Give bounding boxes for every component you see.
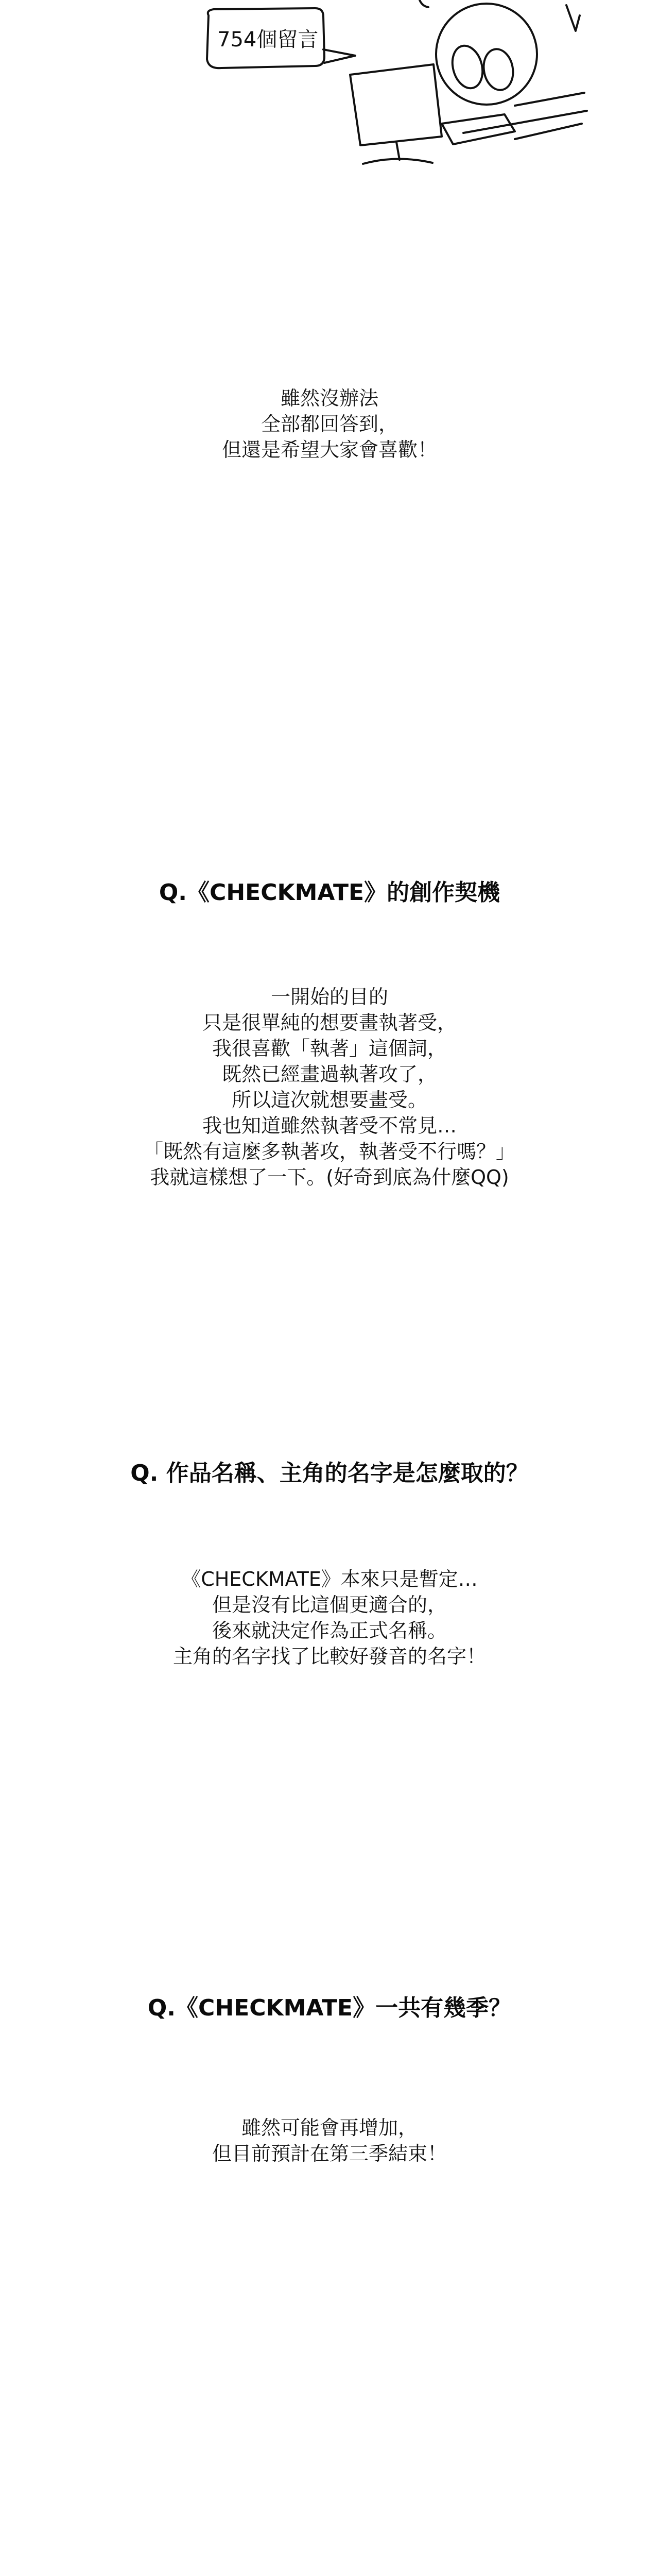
intro-line: 全部都回答到，: [261, 413, 398, 435]
answer-line: 只是很單純的想要畫執著受，: [202, 1011, 457, 1034]
answer-line: 所以這次就想要畫受。: [231, 1089, 427, 1111]
monitor: [350, 64, 442, 145]
answer-line: 「既然有這麼多執著攻，執著受不行嗎？」: [143, 1140, 515, 1163]
character-at-computer-illustration: [0, 0, 659, 170]
speech-bubble-tail: [323, 49, 355, 63]
answer-line: 我也知道雖然執著受不常見…: [202, 1114, 457, 1137]
intro-paragraph: [0, 385, 659, 463]
intro-line: 雖然沒辦法: [280, 387, 378, 410]
desk-line: [463, 111, 587, 133]
monitor-stand: [396, 142, 400, 160]
answer-paragraph-creation: [0, 984, 659, 1190]
answer-line: 既然已經畫過執著攻了，: [221, 1063, 437, 1086]
character-eye-left: [448, 42, 487, 92]
answer-paragraph-naming: [0, 1566, 659, 1669]
character-eye-right: [480, 47, 516, 93]
answer-paragraph-seasons: [0, 2115, 659, 2166]
comment-count-text: 754個留言: [217, 28, 319, 52]
answer-line: 但是沒有比這個更適合的，: [212, 1594, 447, 1616]
answer-line: 後來就決定作為正式名稱。: [212, 1619, 447, 1642]
answer-line: 我就這樣想了一下。(好奇到底為什麼QQ): [150, 1166, 509, 1189]
question-heading-naming: Q. 作品名稱、主角的名字是怎麼取的？: [130, 1460, 529, 1486]
answer-line: 《CHECKMATE》本來只是暫定…: [181, 1568, 478, 1590]
question-heading-seasons: Q.《CHECKMATE》一共有幾季？: [147, 1995, 512, 2021]
answer-line: 雖然可能會再增加，: [241, 2116, 418, 2139]
answer-line: 但目前預計在第三季結束！: [212, 2142, 447, 2165]
monitor-base: [363, 159, 432, 164]
answer-line: 我很喜歡「執著」這個詞，: [212, 1037, 447, 1060]
intro-line: 但還是希望大家會喜歡！: [221, 438, 437, 461]
answer-line: 一開始的目的: [270, 986, 388, 1008]
answer-line: 主角的名字找了比較好發音的名字！: [172, 1645, 486, 1668]
question-heading-creation: Q.《CHECKMATE》的創作契機: [159, 879, 500, 906]
